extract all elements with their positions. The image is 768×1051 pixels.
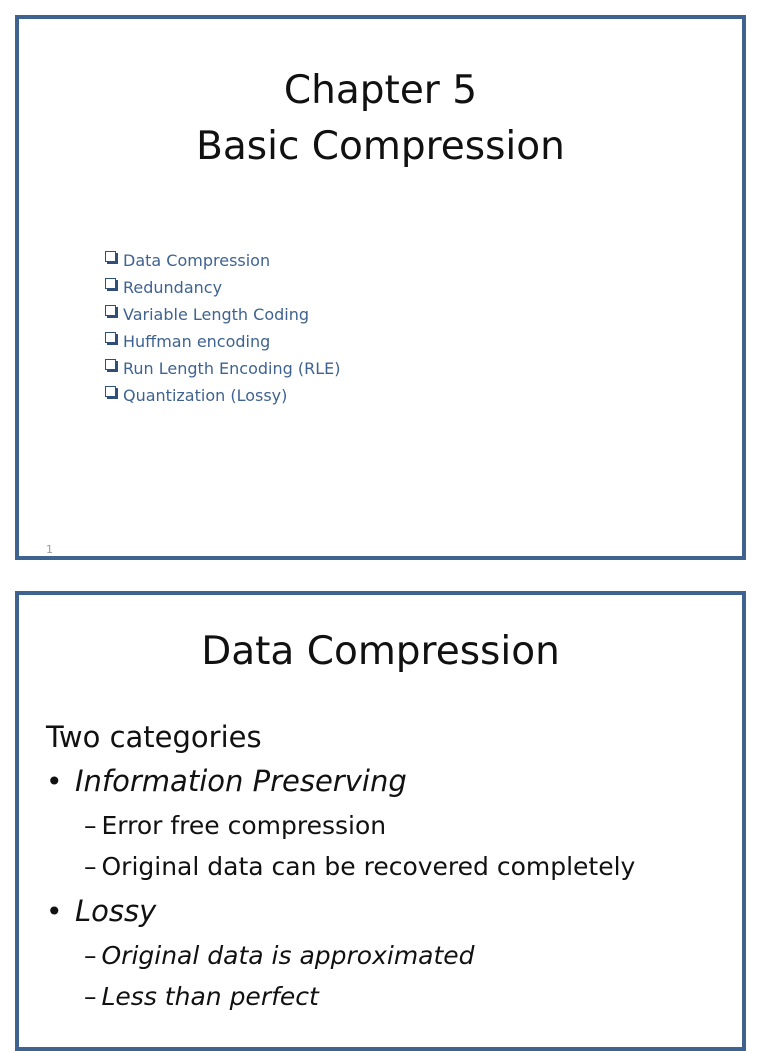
checkbox-bullet-icon [105,359,116,370]
dash-bullet-icon: – [84,852,97,881]
slide-1-title-line-1: Chapter 5 [283,68,478,113]
agenda-list [105,247,340,409]
agenda-item [105,382,340,409]
bullet-text: Information Preserving [75,764,407,798]
sub-bullet-item [46,805,732,846]
agenda-item [105,247,340,274]
agenda-item-label: Quantization (Lossy) [123,386,288,405]
checkbox-bullet-icon [105,305,116,316]
slide-1-title-line-2: Basic Compression [196,124,565,169]
dash-bullet-icon: – [84,811,97,840]
sub-bullet-text: Less than perfect [101,982,319,1011]
sub-bullet-text: Original data is approximated [101,941,475,970]
checkbox-bullet-icon [105,278,116,289]
agenda-item-label: Redundancy [123,278,223,297]
bullet-dot-icon: • [46,894,63,928]
agenda-item-label: Run Length Encoding (RLE) [123,359,341,378]
agenda-item [105,355,340,382]
slide-1-title [19,63,742,175]
bullet-item [46,757,732,805]
slide-2 [15,591,746,1051]
bullet-item [46,887,732,935]
checkbox-bullet-icon [105,386,116,397]
agenda-item-label: Variable Length Coding [123,305,309,324]
bullet-dot-icon: • [46,764,63,798]
dash-bullet-icon: – [84,982,97,1011]
slide-2-title: Data Compression [201,629,560,674]
checkbox-bullet-icon [105,251,116,262]
sub-bullet-item [46,846,732,887]
agenda-item-label: Data Compression [123,251,271,270]
dash-bullet-icon: – [84,941,97,970]
intro-text: Two categories [46,720,262,754]
agenda-item [105,328,340,355]
sub-bullet-text: Error free compression [101,811,387,840]
agenda-item-label: Huffman encoding [123,332,271,351]
agenda-item [105,274,340,301]
checkbox-bullet-icon [105,332,116,343]
sub-bullet-item [46,976,732,1017]
agenda-item [105,301,340,328]
sub-bullet-text: Original data can be recovered completely [101,852,636,881]
slide-2-body [46,717,732,1017]
slide-page-number: 1 [46,543,53,556]
sub-bullet-item [46,935,732,976]
slide-1 [15,15,746,560]
bullet-text: Lossy [75,894,157,928]
